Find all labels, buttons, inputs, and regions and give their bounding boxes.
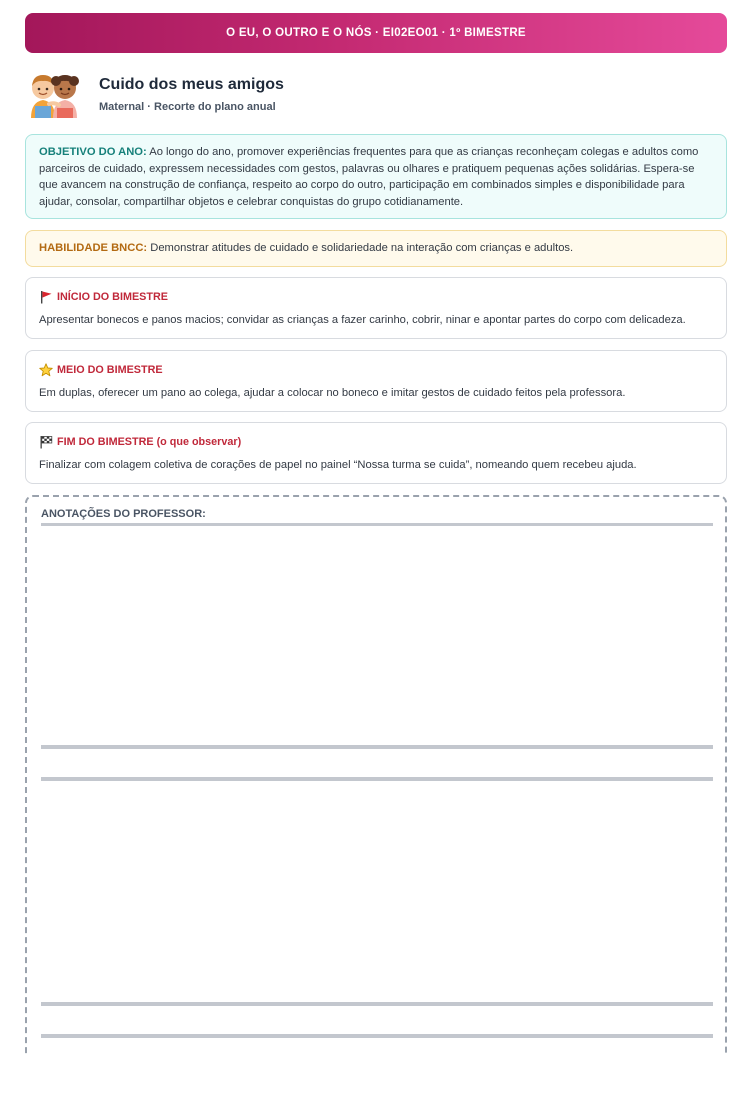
section-banner xyxy=(25,13,727,53)
objective-box xyxy=(25,134,727,219)
notes-line xyxy=(41,745,713,749)
stage-card-start xyxy=(25,277,727,339)
page-subtitle: Maternal · Recorte do plano anual xyxy=(99,101,276,113)
notes-line xyxy=(41,523,713,526)
star-icon xyxy=(39,363,53,377)
stage-label: FIM DO BIMESTRE (o que observar) xyxy=(57,436,242,448)
teacher-notes-area[interactable] xyxy=(25,495,727,1055)
two-children-icon xyxy=(25,68,83,120)
notes-line xyxy=(41,1002,713,1006)
checkered-flag-icon xyxy=(39,435,53,449)
banner-text: O EU, O OUTRO E O NÓS · EI02EO01 · 1º BIMESTRE xyxy=(226,27,526,39)
stage-label: INÍCIO DO BIMESTRE xyxy=(57,291,168,303)
stage-card-end xyxy=(25,422,727,484)
stage-card-middle xyxy=(25,350,727,412)
bncc-text: Demonstrar atitudes de cuidado e solidariedade na interação com crianças e adultos. xyxy=(150,242,574,254)
bncc-label: HABILIDADE BNCC: xyxy=(39,242,148,254)
red-flag-icon xyxy=(39,290,53,304)
notes-label: ANOTAÇÕES DO PROFESSOR: xyxy=(41,508,206,520)
bncc-box xyxy=(25,230,727,267)
objective-label: OBJETIVO DO ANO: xyxy=(39,146,147,158)
stage-text: Finalizar com colagem coletiva de corações de papel no painel “Nossa turma se cuida”, nomeando quem recebeu ajuda. xyxy=(39,459,637,471)
stage-text: Apresentar bonecos e panos macios; convidar as crianças a fazer carinho, cobrir, ninar e apontar partes do corpo com delicadeza. xyxy=(39,314,686,326)
objective-text: Ao longo do ano, promover experiências frequentes para que as crianças reconheçam colegas e adultos como parceiros de cuidado, expressem necessidades com gestos, palavras ou olhares e pratiquem pequenas ações solidárias. Espera-se que avancem na construção de confiança, respeito ao corpo do outro, participação em combinados simples e disponibilidade para ajudar, consolar, compartilhar objetos e celebrar conquistas do grupo cotidianamente. xyxy=(39,146,699,208)
notes-line xyxy=(41,1034,713,1038)
header xyxy=(25,68,727,120)
stage-label: MEIO DO BIMESTRE xyxy=(57,364,163,376)
stage-text: Em duplas, oferecer um pano ao colega, ajudar a colocar no boneco e imitar gestos de cuidado feitos pela professora. xyxy=(39,387,626,399)
notes-line xyxy=(41,777,713,781)
page-title: Cuido dos meus amigos xyxy=(99,76,284,93)
